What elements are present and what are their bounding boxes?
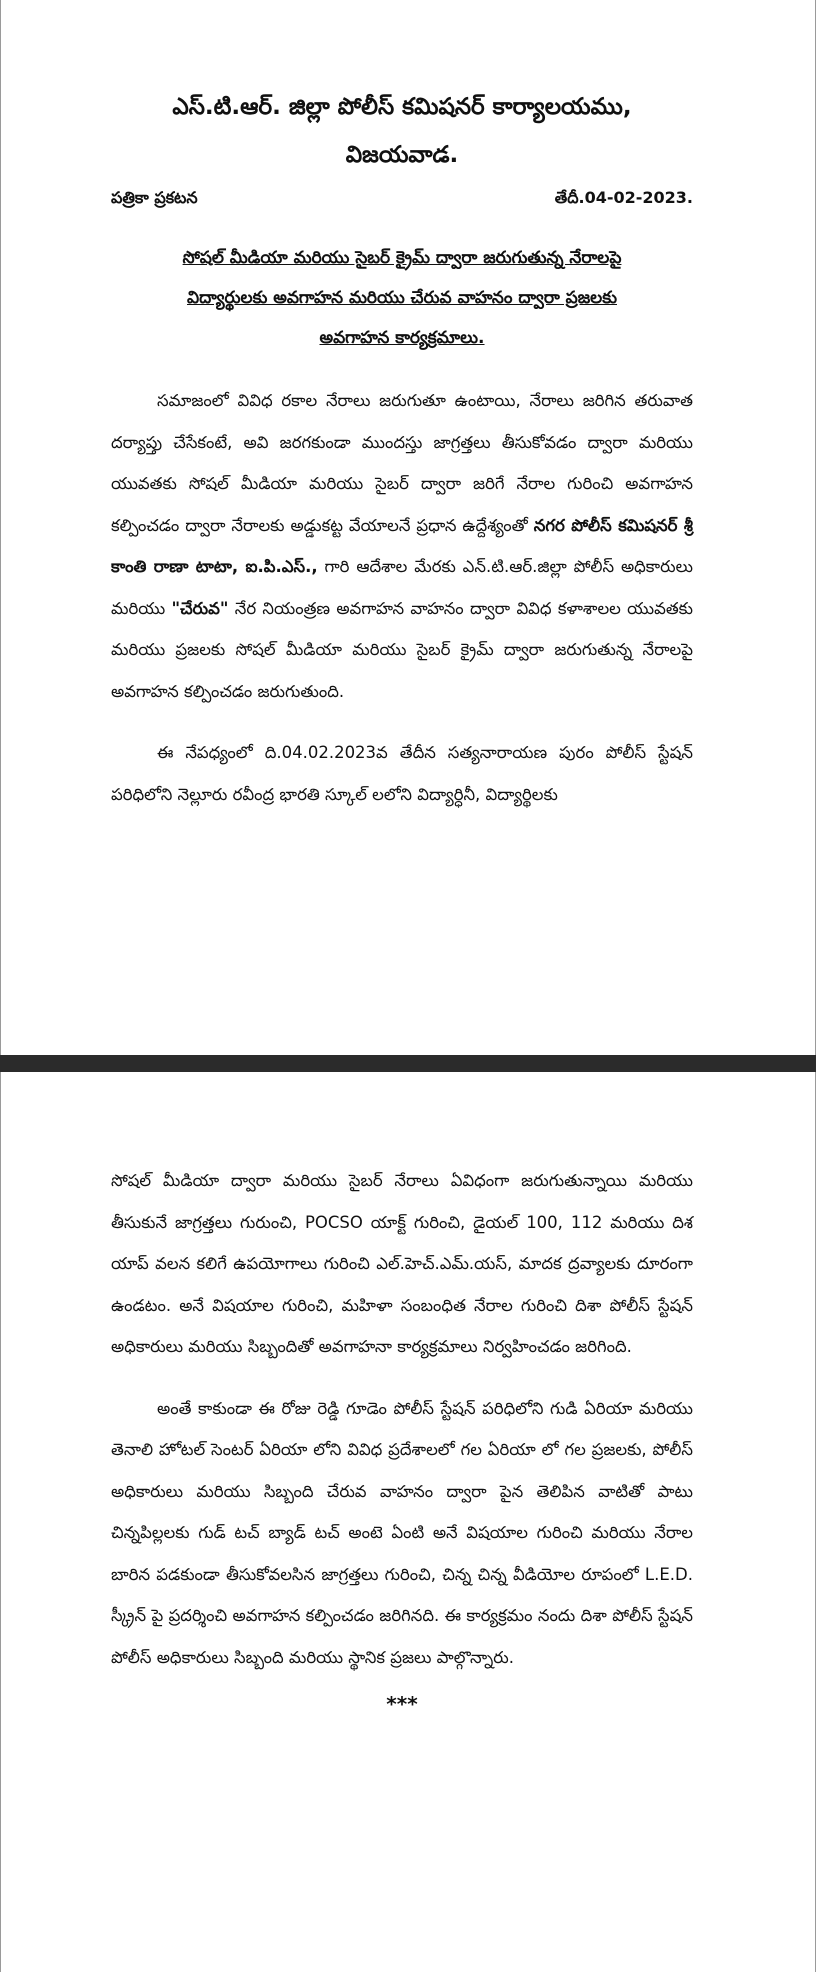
release-date: తేదీ.04-02-2023. — [554, 188, 693, 207]
meta-row — [111, 188, 693, 211]
paragraph-3: సోషల్ మీడియా ద్వారా మరియు సైబర్ నేరాలు ఏవిధంగా జరుగుతున్నాయి మరియు తీసుకునే జాగ్రత్తలు గురుంచి, POCSO యాక్ట్ గురించి, డైయల్ 100, 112 మరియు దిశ యాప్ వలన కలిగే ఉపయోగాలు గురించి ఎల్.హెచ్.ఎమ్.యస్, మాదక ద్రవ్యాలకు దూరంగా ఉండటం. అనే విషయాల గురించి, మహిళా సంబంధిత నేరాల గురించి దిశా పోలీస్ స్టేషన్ అధికారులు మరియు సిబ్బందితో అవగాహనా కార్యక్రమాలు నిర్వహించడం జరిగింది. — [111, 1171, 693, 1356]
paragraph-1 — [111, 380, 693, 712]
heading-line-2: విద్యార్థులకు అవగాహన మరియు చేరువ వాహనం ద్వారా ప్రజలకు — [187, 288, 617, 308]
press-release-label: పత్రికా ప్రకటన — [111, 188, 198, 207]
heading-line-3: అవగాహన కార్యక్రమాలు. — [319, 328, 485, 348]
heading-line-1: సోషల్ మీడియా మరియు సైబర్ క్రైమ్ ద్వారా జరుగుతున్న నేరాలపై — [182, 248, 622, 268]
paragraph-1-text-b: గారి ఆదేశాల మేరకు ఎన్.టి.ఆర్.జిల్లా పోలీస్ అధికారులు మరియు — [111, 557, 693, 618]
paragraph-1-text-a: సమాజంలో వివిధ రకాల నేరాలు జరుగుతూ ఉంటాయి, నేరాలు జరిగిన తరువాత దర్యాప్తు చేసేకంటే, అవి జరగకుండా ముందస్తు జాగ్రత్తలు తీసుకోవడం ద్వారా మరియు యువతకు సోషల్ మీడియా మరియు సైబర్ ద్వారా జరిగే నేరాల గురించి అవగాహన కల్పించడం ద్వారా నేరాలకు అడ్డుకట్ట వేయాలనే ప్రధాన ఉద్దేశ్యంతో — [111, 391, 693, 535]
paragraph-2: ఈ నేపధ్యంలో ది.04.02.2023వ తేదీన సత్యనారాయణ పురం పోలీస్ స్టేషన్ పరిధిలోని నెల్లూరు రవీంద్ర భారతి స్కూల్ లలోని విద్యార్ధినీ, విద్యార్థిలకు — [111, 743, 693, 804]
end-marker: *** — [386, 1692, 418, 1716]
cheruva-term: "చేరువ" — [171, 598, 229, 618]
page-separator — [0, 1055, 816, 1072]
office-title: ఎస్.టి.ఆర్. జిల్లా పోలీస్ కమిషనర్ కార్యాలయము, — [172, 94, 632, 120]
office-city: విజయవాడ. — [345, 142, 459, 168]
paragraph-4: అంతే కాకుండా ఈ రోజు రెడ్డి గూడెం పోలీస్ స్టేషన్ పరిధిలోని గుడి ఏరియా మరియు తెనాలి హోటల్ సెంటర్ ఏరియా లోని వివిధ ప్రదేశాలలో గల ఏరియా లో గల ప్రజలకు, పోలీస్ అధికారులు మరియు సిబ్బంది చేరువ వాహనం ద్వారా పైన తెలిపిన వాటితో పాటు చిన్నపిల్లలకు గుడ్ టచ్ బ్యాడ్ టచ్ అంటె ఏంటి అనే విషయాల గురించి మరియు నేరాల బారిన పడకుండా తీసుకోవలసిన జాగ్రత్తలు గురించి, చిన్న చిన్న వీడియోల రూపంలో L.E.D. స్క్రీన్ పై ప్రదర్శించి అవగాహన కల్పించడం జరిగినది. ఈ కార్యక్రమం నందు దిశా పోలీస్ స్టేషన్ పోలీస్ అధికారులు సిబ్బంది మరియు స్థానిక ప్రజలు పాల్గొన్నారు. — [111, 1398, 693, 1667]
page-1-content — [111, 86, 693, 815]
page-2-content — [111, 1160, 693, 1716]
commissioner-name: నగర పోలీస్ కమిషనర్ శ్రీ కాంతి రాణా టాటా, ఐ.పి.ఎస్., — [111, 515, 693, 576]
paragraph-1-text-c: నేర నియంత్రణ అవగాహన వాహనం ద్వారా వివిధ కళాశాలల యువతకు మరియు ప్రజలకు సోషల్ మీడియా మరియు సైబర్ క్రైమ్ ద్వారా జరుగుతున్న నేరాలపై అవగాహన కల్పించడం జరుగుతుంది. — [111, 598, 694, 701]
release-heading — [111, 238, 693, 358]
document-page-2 — [0, 1072, 816, 1972]
